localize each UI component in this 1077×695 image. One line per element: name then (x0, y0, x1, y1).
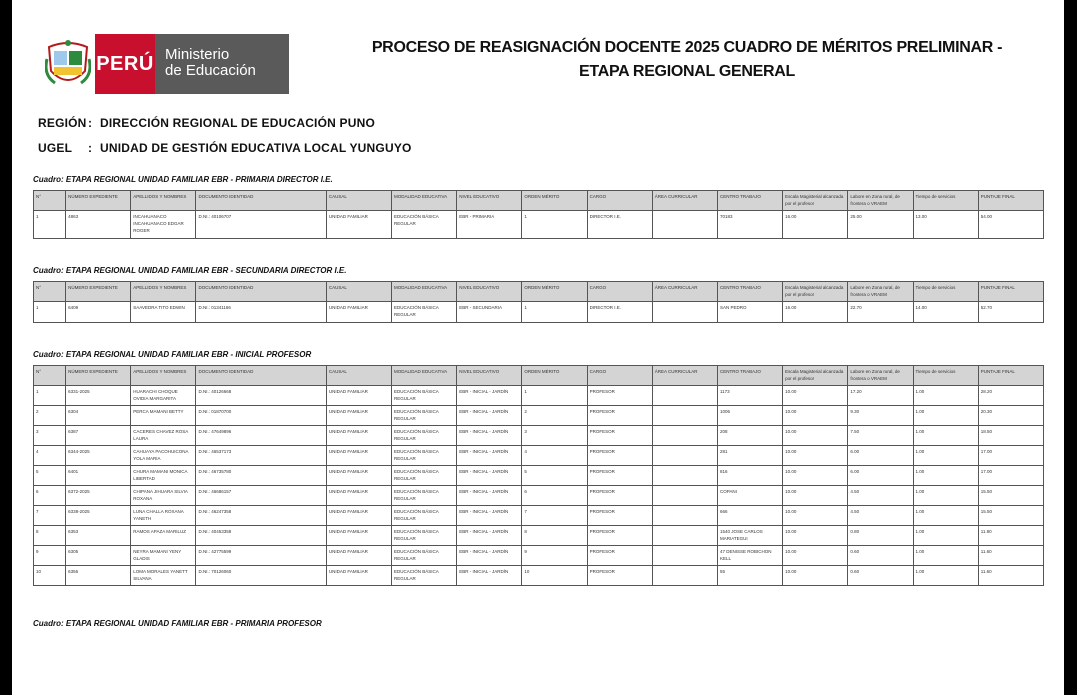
column-header: Labore en Zona rural, de frontera o VRAEM (848, 191, 913, 211)
table-cell: UNIDAD FAMILIAR (326, 211, 391, 239)
column-header: MODALIDAD EDUCATIVA (392, 191, 457, 211)
table-cell: 7 (34, 506, 66, 526)
table-cell (652, 406, 717, 426)
table-cell: 208 (717, 426, 782, 446)
column-header: CARGO (587, 366, 652, 386)
section-caption-inicial-profesor: Cuadro: ETAPA REGIONAL UNIDAD FAMILIAR EBR - INICIAL PROFESOR (33, 350, 312, 359)
table-cell: PROFESOR (587, 406, 652, 426)
section-caption-secundaria-director: Cuadro: ETAPA REGIONAL UNIDAD FAMILIAR EBR - SECUNDARIA DIRECTOR I.E. (33, 266, 347, 275)
table-cell: PROFESOR (587, 526, 652, 546)
table-cell: 28.20 (978, 386, 1043, 406)
table-cell: LUNA CHALLA ROXANA YANETH (131, 506, 196, 526)
table-cell: EDUCACIÓN BÁSICA REGULAR (392, 426, 457, 446)
table-cell: 1.00 (913, 446, 978, 466)
table-cell: UNIDAD FAMILIAR (326, 466, 391, 486)
table-cell: INCAHUANACO INCAHUANACO EDGAR ROGER (131, 211, 196, 239)
column-header: NIVEL EDUCATIVO (457, 366, 522, 386)
table-cell: PROFESOR (587, 506, 652, 526)
column-header: N° (34, 282, 66, 302)
column-header: ÁREA CURRICULAR (652, 366, 717, 386)
table-cell: EBR - INICIAL - JARDÍN (457, 526, 522, 546)
table-cell: 1.00 (913, 406, 978, 426)
table-cell: 9 (34, 546, 66, 566)
table-cell: 10.00 (783, 386, 848, 406)
table-cell: 5 (34, 466, 66, 486)
table-cell: D.NI.: 46735780 (196, 466, 326, 486)
table-cell: 11.60 (978, 546, 1043, 566)
table-cell: 9 (522, 546, 587, 566)
table-cell: D.NI.: 01341166 (196, 302, 326, 323)
table-cell: 15.50 (978, 506, 1043, 526)
table-row (34, 546, 1044, 566)
column-header: CAUSAL (326, 366, 391, 386)
table-cell: D.NI.: 40453358 (196, 526, 326, 546)
table-cell: 7.50 (848, 426, 913, 446)
table-row (34, 386, 1044, 406)
title-line-2: ETAPA REGIONAL GENERAL (579, 63, 795, 80)
column-header: Labore en Zona rural, de frontera o VRAEM (848, 282, 913, 302)
table-cell: 9.30 (848, 406, 913, 426)
table-cell: EDUCACIÓN BÁSICA REGULAR (392, 486, 457, 506)
table-cell: 1173 (717, 386, 782, 406)
table-row (34, 486, 1044, 506)
column-header: ÁREA CURRICULAR (652, 282, 717, 302)
table-cell: 17.00 (978, 466, 1043, 486)
table-cell (652, 446, 717, 466)
table-cell: 4.50 (848, 506, 913, 526)
table-row (34, 446, 1044, 466)
table-cell: EDUCACIÓN BÁSICA REGULAR (392, 506, 457, 526)
table-cell: EBR - INICIAL - JARDÍN (457, 546, 522, 566)
table-cell: D.NI.: 01870700 (196, 406, 326, 426)
column-header: N° (34, 191, 66, 211)
document-title (342, 36, 1032, 84)
table-cell: 18.50 (978, 426, 1043, 446)
table-cell: CHIPANA JIHUARA SILVIA ROXANA (131, 486, 196, 506)
section-caption-primaria-director: Cuadro: ETAPA REGIONAL UNIDAD FAMILIAR EBR - PRIMARIA DIRECTOR I.E. (33, 175, 333, 184)
table-cell: EBR - INICIAL - JARDÍN (457, 426, 522, 446)
region-row (38, 116, 375, 130)
table-cell: 1.00 (913, 466, 978, 486)
column-header: CENTRO TRABAJO (717, 366, 782, 386)
column-header: MODALIDAD EDUCATIVA (392, 366, 457, 386)
table-cell: DIRECTOR I.E. (587, 302, 652, 323)
column-header: NÚMERO EXPEDIENTE (66, 191, 131, 211)
table-cell (652, 466, 717, 486)
column-header: CENTRO TRABAJO (717, 282, 782, 302)
table-cell: 70183 (717, 211, 782, 239)
table-cell (652, 506, 717, 526)
ugel-value: UNIDAD DE GESTIÓN EDUCATIVA LOCAL YUNGUYO (100, 141, 412, 155)
table-cell: D.NI.: 70126060 (196, 566, 326, 586)
ministry-name-line2: de Educación (165, 62, 256, 79)
table-cell: D.NI.: 42775599 (196, 546, 326, 566)
table-cell: 15.50 (978, 486, 1043, 506)
table-cell: UNIDAD FAMILIAR (326, 526, 391, 546)
table-cell: PROFESOR (587, 486, 652, 506)
table-cell: 5 (522, 466, 587, 486)
column-header: PUNTAJE FINAL (978, 366, 1043, 386)
table-cell: 4863 (66, 211, 131, 239)
table-cell: 10 (522, 566, 587, 586)
table-cell: UNIDAD FAMILIAR (326, 406, 391, 426)
table-cell: 6.00 (848, 466, 913, 486)
table-row (34, 302, 1044, 323)
table-cell: EBR - PRIMARIA (457, 211, 522, 239)
column-header: MODALIDAD EDUCATIVA (392, 282, 457, 302)
table-cell: EDUCACIÓN BÁSICA REGULAR (392, 386, 457, 406)
table-row (34, 406, 1044, 426)
table-cell: 7 (522, 506, 587, 526)
table-header-row (34, 191, 1044, 211)
table-cell: 281 (717, 446, 782, 466)
table-cell: PROFESOR (587, 546, 652, 566)
table-cell (652, 302, 717, 323)
column-header: ORDEN MÉRITO (522, 282, 587, 302)
table-cell: EBR - INICIAL - JARDÍN (457, 486, 522, 506)
table-cell: 10.00 (783, 566, 848, 586)
column-header: NIVEL EDUCATIVO (457, 191, 522, 211)
table-cell: 1.00 (913, 546, 978, 566)
table-cell: 52.70 (978, 302, 1043, 323)
table-cell: 6356 (66, 566, 131, 586)
table-cell: NEYRA MAMANI YENY GLADIS (131, 546, 196, 566)
ugel-row (38, 141, 412, 155)
table-primaria-director (33, 190, 1044, 239)
table-cell: 816 (717, 466, 782, 486)
table-cell (652, 546, 717, 566)
table-row (34, 506, 1044, 526)
table-cell: CACERES CHAVEZ ROSA LAURA (131, 426, 196, 446)
table-cell: 11.60 (978, 566, 1043, 586)
table-cell: 47 DENISSE ROBICHON KELL (717, 546, 782, 566)
table-cell: PERCA MAMANI BETTY (131, 406, 196, 426)
table-cell: 6344-2025 (66, 446, 131, 466)
table-cell: PROFESOR (587, 446, 652, 466)
table-row (34, 426, 1044, 446)
table-cell: 6401 (66, 466, 131, 486)
table-cell: 1 (34, 386, 66, 406)
table-cell: 6305 (66, 546, 131, 566)
table-cell: EDUCACIÓN BÁSICA REGULAR (392, 211, 457, 239)
column-header: CARGO (587, 191, 652, 211)
table-secundaria-director (33, 281, 1044, 323)
table-cell: 1 (522, 211, 587, 239)
table-cell: 1.00 (913, 426, 978, 446)
table-cell: 6 (34, 486, 66, 506)
table-cell: UNIDAD FAMILIAR (326, 566, 391, 586)
title-line-1: PROCESO DE REASIGNACIÓN DOCENTE 2025 CUADRO DE MÉRITOS PRELIMINAR - (371, 39, 1003, 56)
column-header: Escala Magisterial alcanzada por el profesor (783, 191, 848, 211)
table-cell: D.NI.: 46686157 (196, 486, 326, 506)
table-cell: 666 (717, 506, 782, 526)
peru-coat-of-arms-icon (40, 34, 95, 94)
ugel-label: UGEL (38, 141, 73, 155)
table-cell: 55 (717, 566, 782, 586)
table-cell: 6331-2025 (66, 386, 131, 406)
table-cell: 17.20 (848, 386, 913, 406)
table-cell (652, 386, 717, 406)
table-cell: PROFESOR (587, 386, 652, 406)
column-header: APELLIDOS Y NOMBRES (131, 282, 196, 302)
column-header: PUNTAJE FINAL (978, 191, 1043, 211)
table-cell: 4 (34, 446, 66, 466)
table-cell: EDUCACIÓN BÁSICA REGULAR (392, 406, 457, 426)
table-cell: PROFESOR (587, 426, 652, 446)
document-page (12, 0, 1064, 695)
ministry-name-line1: Ministerio (165, 46, 230, 63)
column-header: CENTRO TRABAJO (717, 191, 782, 211)
table-cell (652, 426, 717, 446)
column-header: CARGO (587, 282, 652, 302)
column-header: APELLIDOS Y NOMBRES (131, 191, 196, 211)
table-cell: 1.00 (913, 566, 978, 586)
table-cell: EDUCACIÓN BÁSICA REGULAR (392, 566, 457, 586)
table-cell (652, 211, 717, 239)
table-cell: 8 (34, 526, 66, 546)
column-header: ORDEN MÉRITO (522, 366, 587, 386)
column-header: PUNTAJE FINAL (978, 282, 1043, 302)
table-cell: 16.00 (783, 211, 848, 239)
section-caption-primaria-profesor: Cuadro: ETAPA REGIONAL UNIDAD FAMILIAR EBR - PRIMARIA PROFESOR (33, 619, 322, 628)
column-header: DOCUMENTO IDENTIDAD (196, 191, 326, 211)
table-cell: 1006 (717, 406, 782, 426)
column-header: ORDEN MÉRITO (522, 191, 587, 211)
table-cell: 1.00 (913, 386, 978, 406)
column-header: APELLIDOS Y NOMBRES (131, 366, 196, 386)
table-cell: PROFESOR (587, 566, 652, 586)
table-cell: 2 (34, 406, 66, 426)
table-cell: 3 (34, 426, 66, 446)
table-cell: EBR - INICIAL - JARDÍN (457, 466, 522, 486)
table-cell: 6.00 (848, 446, 913, 466)
table-cell: 54.00 (978, 211, 1043, 239)
table-cell: 0.60 (848, 546, 913, 566)
table-cell: EBR - INICIAL - JARDÍN (457, 566, 522, 586)
table-cell: 10.00 (783, 506, 848, 526)
table-cell: UNIDAD FAMILIAR (326, 386, 391, 406)
column-header: Labore en Zona rural, de frontera o VRAEM (848, 366, 913, 386)
table-header-row (34, 282, 1044, 302)
table-cell: 1 (522, 302, 587, 323)
column-header: CAUSAL (326, 191, 391, 211)
table-cell: 10.00 (783, 426, 848, 446)
table-inicial-profesor (33, 365, 1044, 586)
table-cell: DIRECTOR I.E. (587, 211, 652, 239)
table-cell: D.NI.: 46537173 (196, 446, 326, 466)
table-cell: EDUCACIÓN BÁSICA REGULAR (392, 526, 457, 546)
table-cell: PROFESOR (587, 466, 652, 486)
table-row (34, 566, 1044, 586)
table-cell: 6372-2025 (66, 486, 131, 506)
table-cell: 10.00 (783, 486, 848, 506)
column-header: N° (34, 366, 66, 386)
column-header: Escala Magisterial alcanzada por el profesor (783, 366, 848, 386)
table-cell: 10.00 (783, 446, 848, 466)
table-cell: 13.00 (913, 211, 978, 239)
column-header: NÚMERO EXPEDIENTE (66, 366, 131, 386)
table-cell: 1540 JOSE CARLOS MARIATEGUI (717, 526, 782, 546)
column-header: DOCUMENTO IDENTIDAD (196, 366, 326, 386)
column-header: CAUSAL (326, 282, 391, 302)
table-cell: 6304 (66, 406, 131, 426)
table-cell: 0.60 (848, 566, 913, 586)
table-cell: EBR - INICIAL - JARDÍN (457, 446, 522, 466)
table-cell: 8 (522, 526, 587, 546)
minedu-logo (40, 34, 289, 94)
table-cell: 10.00 (783, 546, 848, 566)
table-cell: 25.00 (848, 211, 913, 239)
peru-brand-text: PERÚ (96, 52, 154, 75)
table-cell: RAMOS APAZA MARILUZ (131, 526, 196, 546)
table-cell: EDUCACIÓN BÁSICA REGULAR (392, 446, 457, 466)
table-cell: EBR - INICIAL - JARDÍN (457, 506, 522, 526)
table-cell: UNIDAD FAMILIAR (326, 302, 391, 323)
table-cell: 10.00 (783, 466, 848, 486)
table-cell: 11.80 (978, 526, 1043, 546)
table-cell: 1.00 (913, 526, 978, 546)
table-cell: 22.70 (848, 302, 913, 323)
table-cell: SAN PEDRO (717, 302, 782, 323)
table-cell: UNIDAD FAMILIAR (326, 546, 391, 566)
table-cell: UNIDAD FAMILIAR (326, 426, 391, 446)
table-cell: 1.00 (913, 486, 978, 506)
table-cell: UNIDAD FAMILIAR (326, 486, 391, 506)
table-cell: 14.00 (913, 302, 978, 323)
column-header: NIVEL EDUCATIVO (457, 282, 522, 302)
table-cell: 4 (522, 446, 587, 466)
column-header: NÚMERO EXPEDIENTE (66, 282, 131, 302)
column-header: Tiempo de servicios (913, 366, 978, 386)
table-cell: EBR - INICIAL - JARDÍN (457, 406, 522, 426)
table-cell: 2 (522, 406, 587, 426)
column-header: Tiempo de servicios (913, 191, 978, 211)
table-cell: 17.00 (978, 446, 1043, 466)
table-cell: 6387 (66, 426, 131, 446)
table-cell: EBR - INICIAL - JARDÍN (457, 386, 522, 406)
table-row (34, 211, 1044, 239)
table-cell: D.NI.: 47649896 (196, 426, 326, 446)
region-value: DIRECCIÓN REGIONAL DE EDUCACIÓN PUNO (100, 116, 375, 130)
table-cell: CAHUAYA PACOHUICONA YOLA MARIA (131, 446, 196, 466)
table-cell: SAAVEDRA TITO EDWIN (131, 302, 196, 323)
table-cell (652, 486, 717, 506)
table-cell (652, 526, 717, 546)
table-row (34, 466, 1044, 486)
table-cell: 3 (522, 426, 587, 446)
table-cell: 6353 (66, 526, 131, 546)
table-cell: HUARACHI CHOQUE OVIDIA MARGARITA (131, 386, 196, 406)
table-row (34, 526, 1044, 546)
column-header: DOCUMENTO IDENTIDAD (196, 282, 326, 302)
table-cell: 10.00 (783, 526, 848, 546)
table-cell: 1 (34, 211, 66, 239)
table-cell (652, 566, 717, 586)
ministry-brand-box (155, 34, 289, 94)
column-header: Tiempo de servicios (913, 282, 978, 302)
table-cell: D.NI.: 46247358 (196, 506, 326, 526)
table-cell: 6338-2025 (66, 506, 131, 526)
table-cell: 1 (522, 386, 587, 406)
table-cell: 6 (522, 486, 587, 506)
table-cell: COPANI (717, 486, 782, 506)
table-cell: 4.50 (848, 486, 913, 506)
table-cell: UNIDAD FAMILIAR (326, 446, 391, 466)
table-cell: EDUCACIÓN BÁSICA REGULAR (392, 466, 457, 486)
column-header: Escala Magisterial alcanzada por el profesor (783, 282, 848, 302)
table-cell: D.NI.: 40126668 (196, 386, 326, 406)
column-header: ÁREA CURRICULAR (652, 191, 717, 211)
table-cell: 0.80 (848, 526, 913, 546)
table-cell: EBR - SECUNDARIA (457, 302, 522, 323)
table-cell: EDUCACIÓN BÁSICA REGULAR (392, 302, 457, 323)
table-cell: 20.30 (978, 406, 1043, 426)
table-cell: 10 (34, 566, 66, 586)
table-cell: D.NI.: 40106707 (196, 211, 326, 239)
table-cell: CHURA MAMANI MONICA LIBERTAD (131, 466, 196, 486)
table-cell: 1 (34, 302, 66, 323)
region-separator: : (88, 116, 93, 130)
table-cell: 10.00 (783, 406, 848, 426)
peru-brand-box (95, 34, 155, 94)
table-cell: EDUCACIÓN BÁSICA REGULAR (392, 546, 457, 566)
table-cell: UNIDAD FAMILIAR (326, 506, 391, 526)
table-cell: 1.00 (913, 506, 978, 526)
table-header-row (34, 366, 1044, 386)
table-cell: LOMA MORALES YANETT SILVANA (131, 566, 196, 586)
table-cell: 6409 (66, 302, 131, 323)
table-cell: 16.00 (783, 302, 848, 323)
region-label: REGIÓN (38, 116, 87, 130)
ugel-separator: : (88, 141, 93, 155)
